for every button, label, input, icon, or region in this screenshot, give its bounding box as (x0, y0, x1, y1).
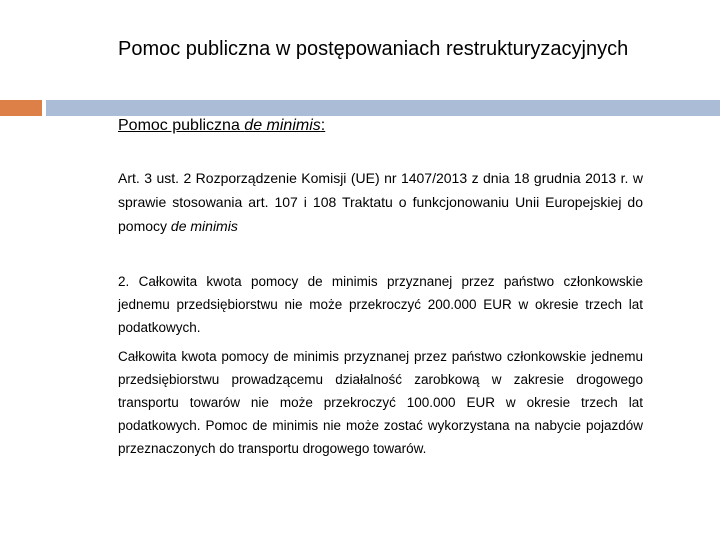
paragraph-limit-transport: Całkowita kwota pomocy de minimis przyznanej przez państwo członkowskie jednemu przedsiębiorstwu prowadzącemu działalność zarobkową w zakresie drogowego transportu towarów nie może przekroczyć 100.000 EUR w okresie trzech lat podatkowych. Pomoc de minimis nie może zostać wykorzystana na nabycie pojazdów przeznaczonych do transportu drogowego towarów. (118, 349, 643, 456)
slide-subtitle (118, 116, 325, 136)
subtitle-prefix: Pomoc publiczna (118, 117, 245, 134)
subtitle-suffix: : (320, 117, 326, 134)
citation-text: Art. 3 ust. 2 Rozporządzenie Komisji (UE) nr 1407/2013 z dnia 18 grudnia 2013 r. w sprawie stosowania art. 107 i 108 Traktatu o funkcjonowaniu Unii Europejskiej do pomocy (118, 170, 643, 234)
accent-bar (0, 100, 42, 116)
subtitle-italic: de minimis (244, 117, 321, 134)
regulation-citation (118, 166, 643, 238)
divider-bar (46, 100, 720, 116)
citation-italic: de minimis (170, 218, 238, 234)
slide-title: Pomoc publiczna w postępowaniach restrukturyzacyjnych (118, 38, 629, 60)
paragraph-limit-general: 2. Całkowita kwota pomocy de minimis przyznanej przez państwo członkowskie jednemu przedsiębiorstwu nie może przekroczyć 200.000 EUR w okresie trzech lat podatkowych. (118, 274, 643, 335)
